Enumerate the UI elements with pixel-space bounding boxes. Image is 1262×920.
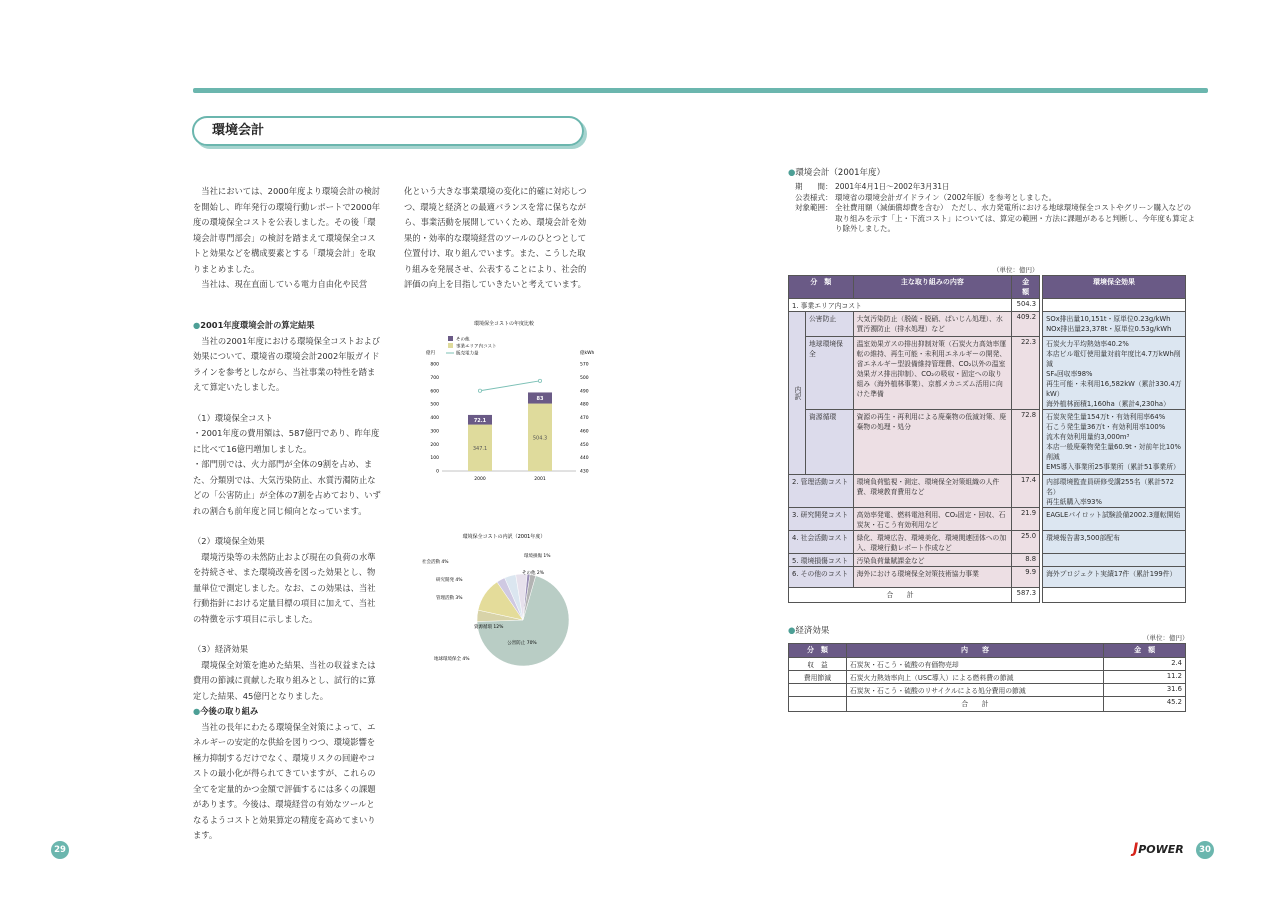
effect-line: EMS導入事業所25事業所（累計51事業所） — [1046, 463, 1180, 471]
slice-label: 地球環境保全 4% — [434, 657, 470, 662]
left-axis-unit: 億円 — [426, 351, 435, 356]
unit-label: （単位：億円） — [1143, 634, 1189, 642]
header-amount: 金 額 — [1012, 276, 1040, 299]
header-category: 分 類 — [789, 276, 854, 299]
category-cell: 公害防止 — [806, 312, 854, 337]
left-tick-label: 0 — [436, 469, 439, 475]
cost-breakdown-chart — [404, 528, 604, 688]
category-cell: 収 益 — [789, 658, 847, 671]
right-tick-label: 450 — [580, 442, 589, 448]
section-title: 環境会計 — [192, 116, 584, 146]
total-label: 合 計 — [789, 588, 1012, 603]
left-tick-label: 800 — [430, 362, 439, 368]
header-amount: 金 額 — [1104, 644, 1186, 658]
right-tick-label: 440 — [580, 456, 589, 462]
meta-value: 2001年4月1日～2002年3月31日 — [835, 182, 950, 191]
content-cell: 石炭灰・石こう・硫酸の有価物売却 — [846, 658, 1103, 671]
accounting-meta — [795, 182, 1195, 235]
effect-line: 石こう発生量36万t・有効利用率100% — [1046, 423, 1166, 431]
right-tick-label: 430 — [580, 469, 589, 475]
amount-cell: 72.8 — [1012, 410, 1040, 475]
meta-key: 期 間： — [795, 182, 833, 191]
slice-label: 社会活動 4% — [422, 560, 449, 565]
effect-line: SOx排出量10,151t・原単位0.23g/kWh — [1046, 315, 1171, 323]
line-point — [478, 389, 481, 392]
slice-label: その他 2% — [522, 571, 545, 576]
subheading-economic: （3）経済効果 — [193, 644, 249, 654]
effect-cell — [1043, 337, 1186, 410]
category-cell: 6. その他のコスト — [789, 567, 854, 588]
page-number-right: 30 — [1196, 841, 1214, 859]
left-tick-label: 200 — [430, 442, 439, 448]
header-category: 分 類 — [789, 644, 847, 658]
amount-cell: 409.2 — [1012, 312, 1040, 337]
logo-text: POWER — [1138, 843, 1184, 856]
right-tick-label: 490 — [580, 389, 589, 395]
logo-mark-icon: J — [1133, 841, 1139, 857]
category-label: 2001 — [534, 477, 546, 482]
amount-cell: 8.8 — [1012, 554, 1040, 567]
amount-cell: 2.4 — [1104, 658, 1186, 671]
effect-line: 再生可能・未利用16,582kW（累計330.4万kW） — [1046, 380, 1182, 398]
effect-line: 流木有効利用量約3,000m³ — [1046, 433, 1130, 441]
bar-value-label: 72.1 — [473, 417, 487, 424]
content-cell: 石炭灰・石こう・硫酸のリサイクルによる処分費用の節減 — [846, 684, 1103, 697]
left-tick-label: 500 — [430, 402, 439, 408]
intro-paragraph: 当社は、現在直面している電力自由化や民営 — [201, 279, 368, 289]
header-effect: 環境保全効果 — [1043, 276, 1186, 299]
amount-cell: 21.9 — [1012, 508, 1040, 531]
left-tick-label: 100 — [430, 456, 439, 462]
heading-results: ● 2001年度環境会計の算定結果 — [193, 318, 381, 334]
content-cell: 石炭火力熱効率向上（USC導入）による燃料費の節減 — [846, 671, 1103, 684]
content-cell: 資源の再生・再利用による廃棄物の低減対策、廃棄物の処理・処分 — [853, 410, 1012, 475]
slice-label: 研究開発 4% — [436, 578, 463, 583]
content-cell: 大気汚染防止（脱硫・脱硝、ばいじん処理）、水質汚濁防止（排水処理）など — [853, 312, 1012, 337]
subheading-effect: （2）環境保全効果 — [193, 536, 265, 546]
effect-cell: 環境報告書3,500部配布 — [1043, 531, 1186, 554]
bar-value-label: 504.3 — [532, 435, 548, 442]
effect-cell — [1043, 475, 1186, 508]
effect-cell — [1043, 554, 1186, 567]
legend-swatch — [448, 343, 453, 348]
slice-label: 環境損傷 1% — [524, 554, 551, 559]
effect-cell — [1043, 410, 1186, 475]
line-point — [538, 379, 541, 382]
effect-cell: EAGLEパイロット試験設備2002.3運転開始 — [1043, 508, 1186, 531]
amount-cell: 9.9 — [1012, 567, 1040, 588]
subheading-cost: （1）環境保全コスト — [193, 412, 273, 423]
paragraph: 環境汚染等の未然防止および現在の負荷の水準を持続させ、また環境改善を図った効果とし、物量単位で測定しました。なお、この効果は、当社行動指針における定量目標の項目に加えて、当社の特徴を示す項目に示しました。 — [193, 551, 376, 624]
intro-paragraph: 化という大きな事業環境の変化に的確に対応しつつ、環境と経済との最適バランスを常に保ちながら、事業活動を展開していくため、環境会計を効果的・効率的な環境経営のツールのひとつとして位置付け、取り組んでいます。また、こうした取り組みを発展させ、公表することにより、社会的評価の向上を目指していきたいと考えています。 — [404, 186, 587, 289]
category-cell: 資源循環 — [806, 410, 854, 475]
sales-line — [480, 381, 540, 391]
category-cell: 4. 社会活動コスト — [789, 531, 854, 554]
intro-column-2 — [404, 184, 592, 293]
intro-column-1 — [193, 184, 381, 293]
left-tick-label: 700 — [430, 375, 439, 381]
total-amount: 587.3 — [1012, 588, 1040, 603]
amount-cell: 25.0 — [1012, 531, 1040, 554]
category-cell: 5. 環境損傷コスト — [789, 554, 854, 567]
breakdown-label: 内訳 — [789, 312, 806, 475]
effect-line: 石炭灰発生量154万t・有効利用率64% — [1046, 413, 1166, 421]
meta-key: 公表様式： — [795, 192, 833, 202]
right-axis-unit: 億kWh — [580, 351, 595, 356]
bar-value-label: 347.1 — [472, 445, 488, 452]
header-content: 内 容 — [846, 644, 1103, 658]
content-cell: 緑化、環境広告、環境美化、環境関連団体への加入、環境行動レポート作成など — [853, 531, 1012, 554]
right-tick-label: 500 — [580, 375, 589, 381]
paragraph: 当社の長年にわたる環境保全対策によって、エネルギーの安定的な供給を図りつつ、環境影響を極力抑制するだけでなく、環境リスクの回避やコストの最小化が得られてきていますが、これらの全てを定量的かつ金額で評価するには多くの課題があります。今後は、環境経営の有効なツールとなるようコストと効果算定の精度を高めてまいります。 — [193, 721, 376, 840]
category-cell: 費用節減 — [789, 671, 847, 684]
category-cell — [789, 684, 847, 697]
effect-line: 海外植林面積1,160ha（累計4,230ha） — [1046, 400, 1170, 408]
meta-value: 全社費用額（減価償却費を含む） ただし、水力発電所における地球環境保全コストやグリーン購入などの取り組みを示す「上・下流コスト」については、算定の範囲・方法に課題があると判断し、今年度も算定より除外しました。 — [835, 203, 1195, 233]
total-label: 合 計 — [846, 697, 1103, 712]
content-cell: 海外における環境保全対策技術協力事業 — [853, 567, 1012, 588]
right-tick-label: 480 — [580, 402, 589, 408]
amount-cell: 22.3 — [1012, 337, 1040, 410]
meta-key: 対象範囲： — [795, 203, 833, 212]
chart-title: 環境保全コストの年度比較 — [473, 321, 535, 327]
slice-label: 資源循環 12% — [474, 625, 504, 630]
paragraph: 環境保全対策を進めた結果、当社の収益または費用の節減に貢献した取り組みとし、試行的に算定した結果、45億円となりました。 — [193, 659, 376, 701]
page-number-left: 29 — [51, 841, 69, 859]
effect-line: 内部環境監査員研修受講255名（累計572名） — [1046, 478, 1174, 496]
legend-swatch — [448, 336, 453, 341]
legend-label: その他 — [456, 337, 470, 343]
meta-row — [795, 182, 1195, 193]
amount-cell: 17.4 — [1012, 475, 1040, 508]
effect-line: 本店ビル電灯使用量対前年度比4.7万kWh削減 — [1046, 350, 1181, 368]
economic-effect-table — [788, 643, 1186, 712]
unit-label: （単位：億円） — [993, 266, 1039, 274]
slice-label: 公害防止 70% — [507, 641, 537, 646]
body-column — [193, 318, 381, 844]
area-cost-amount: 504.3 — [1012, 299, 1040, 312]
company-logo — [1133, 841, 1184, 857]
right-tick-label: 570 — [580, 362, 589, 368]
intro-paragraph: 当社においては、2000年度より環境会計の検討を開始し、昨年発行の環境行動レポートで2000年度の環境保全コストを公表しました。その後「環境会計専門部会」の検討を踏まえて環境保全コストと効果などを構成要素とする「環境会計」を取りまとめました。 — [193, 186, 381, 274]
amount-cell: 31.6 — [1104, 684, 1186, 697]
left-tick-label: 600 — [430, 389, 439, 395]
bar-value-label: 83 — [536, 395, 544, 402]
paragraph: 当社の2001年度における環境保全コストおよび効果について、環境省の環境会計2002年版ガイドラインを参考としながら、当社事業の特性を踏まえて算定いたしました。 — [193, 335, 381, 392]
bullet: ・部門別では、火力部門が全体の9割を占め、また、分類別では、大気汚染防止、水質汚濁防止などの「公害防止」が全体の7割を占めており、いずれの割合も前年度と同じ傾向となっています。 — [193, 459, 381, 516]
effect-line: SF₆回収率98% — [1046, 370, 1093, 378]
heading-future: ● 今後の取り組み — [193, 704, 381, 720]
header-content: 主な取り組みの内容 — [853, 276, 1012, 299]
left-tick-label: 400 — [430, 416, 439, 421]
economic-effect-heading: ● 経済効果 — [788, 624, 829, 636]
effect-line: 石炭火力平均熱効率40.2% — [1046, 340, 1129, 348]
content-cell: 汚染負荷量賦課金など — [853, 554, 1012, 567]
amount-cell: 11.2 — [1104, 671, 1186, 684]
category-cell: 地球環境保全 — [806, 337, 854, 410]
header-rule — [193, 88, 1208, 93]
chart-title: 環境保全コストの内訳（2001年度） — [462, 534, 546, 540]
effect-line: NOx排出量23,378t・原単位0.53g/kWh — [1046, 325, 1172, 333]
meta-row — [795, 193, 1195, 204]
effect-line: 再生紙購入率93% — [1046, 498, 1102, 506]
meta-row — [795, 203, 1195, 235]
area-cost-label: 1. 事業エリア内コスト — [789, 299, 1012, 312]
category-label: 2000 — [474, 477, 486, 482]
environmental-accounting-heading: ● 環境会計（2001年度） — [788, 166, 885, 178]
legend-label: 事業エリア内コスト — [456, 344, 497, 350]
category-cell: 2. 管理活動コスト — [789, 475, 854, 508]
left-tick-label: 300 — [430, 429, 439, 435]
effect-cell — [1043, 312, 1186, 337]
content-cell: 環境負荷監視・測定、環境保全対策組織の人件費、環境教育費用など — [853, 475, 1012, 508]
right-tick-label: 460 — [580, 429, 589, 435]
content-cell: 温室効果ガスの排出抑制対策（石炭火力高効率運転の維持、再生可能・未利用エネルギーの開発、省エネルギー型設備維持管理費、CO₂以外の温室効果ガス排出抑制）、CO₂の吸収・固定への取り組み（海外植林事業）、京都メカニズム活用に向けた準備 — [853, 337, 1012, 410]
effect-cell: 海外プロジェクト実績17件（累計199件） — [1043, 567, 1186, 588]
total-amount: 45.2 — [1104, 697, 1186, 712]
category-cell: 3. 研究開発コスト — [789, 508, 854, 531]
meta-value: 環境省の環境会計ガイドライン（2002年版）を参考としました。 — [835, 192, 1057, 202]
cost-comparison-chart — [404, 316, 604, 486]
legend-label: 販売電力量 — [456, 351, 479, 357]
environmental-cost-table — [788, 275, 1186, 603]
right-tick-label: 470 — [580, 416, 589, 421]
bullet: ・2001年度の費用額は、587億円であり、昨年度に比べて16億円増加しました。 — [193, 428, 380, 454]
content-cell: 高効率発電、燃料電池利用、CO₂固定・回収、石炭灰・石こう有効利用など — [853, 508, 1012, 531]
slice-label: 管理活動 3% — [436, 596, 463, 601]
effect-line: 本店一般廃棄物発生量60.9t・対前年比10%削減 — [1046, 443, 1181, 461]
